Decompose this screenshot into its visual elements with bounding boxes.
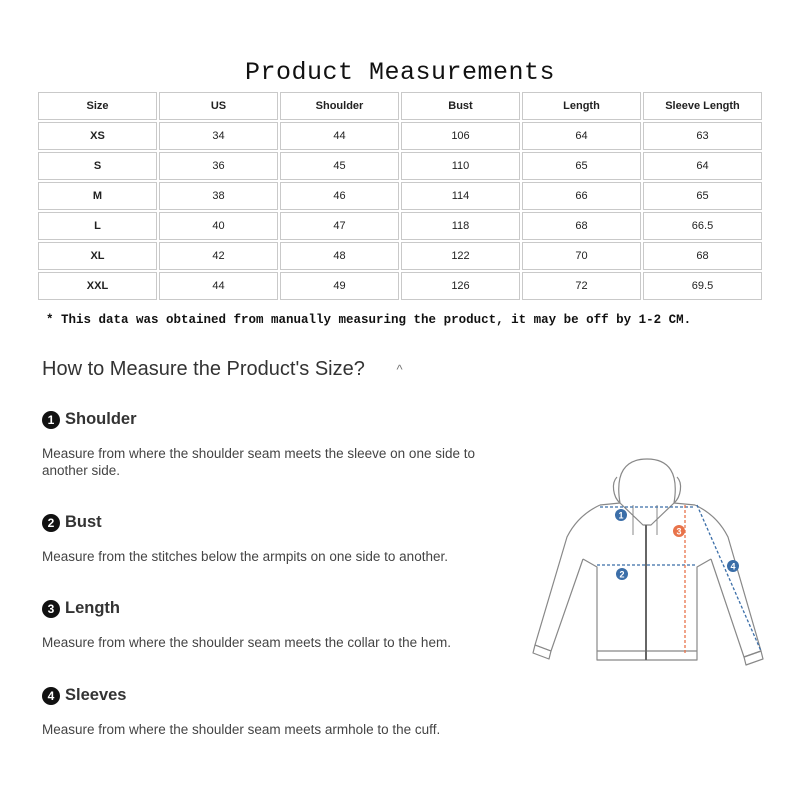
table-cell: XXL — [38, 272, 157, 300]
marker-3-label: 3 — [676, 526, 682, 537]
table-cell: 122 — [401, 242, 520, 270]
header-length: Length — [522, 92, 641, 120]
table-cell: 114 — [401, 182, 520, 210]
size-chart-table — [36, 90, 764, 302]
marker-2-icon — [616, 568, 628, 580]
table-cell: 38 — [159, 182, 278, 210]
marker-3-icon — [673, 525, 685, 537]
table-cell: 34 — [159, 122, 278, 150]
table-cell: 63 — [643, 122, 762, 150]
length-description: Measure from where the shoulder seam meets the collar to the hem. — [42, 635, 451, 650]
table-cell: 70 — [522, 242, 641, 270]
length-section — [42, 599, 502, 651]
table-row — [38, 182, 762, 210]
how-to-measure-title: How to Measure the Product's Size? — [42, 358, 365, 380]
table-cell: 36 — [159, 152, 278, 180]
table-cell: 64 — [643, 152, 762, 180]
sleeves-description: Measure from where the shoulder seam meets armhole to the cuff. — [42, 722, 441, 737]
how-to-measure-header[interactable] — [42, 358, 403, 381]
table-cell: 118 — [401, 212, 520, 240]
bust-title: Bust — [65, 513, 102, 531]
table-cell: 44 — [280, 122, 399, 150]
table-cell: 66 — [522, 182, 641, 210]
bust-section — [42, 513, 502, 565]
table-cell: 106 — [401, 122, 520, 150]
table-header-row — [38, 92, 762, 120]
sleeves-title: Sleeves — [65, 686, 127, 704]
number-1-icon: 1 — [42, 411, 60, 429]
sleeve-measure-line — [697, 505, 761, 651]
table-cell: 46 — [280, 182, 399, 210]
table-cell: 72 — [522, 272, 641, 300]
table-cell: 48 — [280, 242, 399, 270]
table-cell: 65 — [643, 182, 762, 210]
sleeves-section — [42, 686, 502, 738]
table-cell: 47 — [280, 212, 399, 240]
table-cell: 69.5 — [643, 272, 762, 300]
shoulder-heading — [42, 410, 482, 429]
hoodie-outline — [533, 459, 763, 665]
table-cell: 110 — [401, 152, 520, 180]
header-sleeve-length: Sleeve Length — [643, 92, 762, 120]
table-row — [38, 212, 762, 240]
table-cell: L — [38, 212, 157, 240]
marker-4-label: 4 — [730, 561, 736, 572]
shoulder-description: Measure from where the shoulder seam meets the sleeve on one side to another side. — [42, 446, 475, 478]
marker-1-label: 1 — [618, 510, 624, 521]
length-title: Length — [65, 599, 120, 617]
table-row — [38, 122, 762, 150]
number-4-icon: 4 — [42, 687, 60, 705]
marker-4-icon — [727, 560, 739, 572]
table-cell: 126 — [401, 272, 520, 300]
bust-description: Measure from the stitches below the armpits on one side to another. — [42, 549, 448, 564]
table-cell: 66.5 — [643, 212, 762, 240]
table-cell: S — [38, 152, 157, 180]
table-cell: XL — [38, 242, 157, 270]
shoulder-section — [42, 410, 482, 479]
header-bust: Bust — [401, 92, 520, 120]
shoulder-title: Shoulder — [65, 410, 137, 428]
hoodie-diagram — [525, 455, 775, 675]
number-2-icon: 2 — [42, 514, 60, 532]
header-us: US — [159, 92, 278, 120]
number-3-icon: 3 — [42, 600, 60, 618]
table-row — [38, 272, 762, 300]
table-cell: 42 — [159, 242, 278, 270]
table-cell: 68 — [522, 212, 641, 240]
table-cell: 44 — [159, 272, 278, 300]
table-cell: 40 — [159, 212, 278, 240]
marker-1-icon — [615, 509, 627, 521]
table-cell: 45 — [280, 152, 399, 180]
header-size: Size — [38, 92, 157, 120]
marker-2-label: 2 — [619, 569, 625, 580]
header-shoulder: Shoulder — [280, 92, 399, 120]
table-cell: 65 — [522, 152, 641, 180]
sleeves-heading — [42, 686, 502, 705]
bust-heading — [42, 513, 502, 532]
length-heading — [42, 599, 502, 618]
page-title: Product Measurements — [244, 58, 556, 87]
table-cell: 64 — [522, 122, 641, 150]
table-cell: 49 — [280, 272, 399, 300]
table-cell: XS — [38, 122, 157, 150]
table-cell: 68 — [643, 242, 762, 270]
table-row — [38, 242, 762, 270]
chevron-up-icon[interactable]: ^ — [396, 362, 403, 378]
table-row — [38, 152, 762, 180]
table-cell: M — [38, 182, 157, 210]
measurement-disclaimer: * This data was obtained from manually measuring the product, it may be off by 1-2 CM. — [46, 313, 692, 327]
